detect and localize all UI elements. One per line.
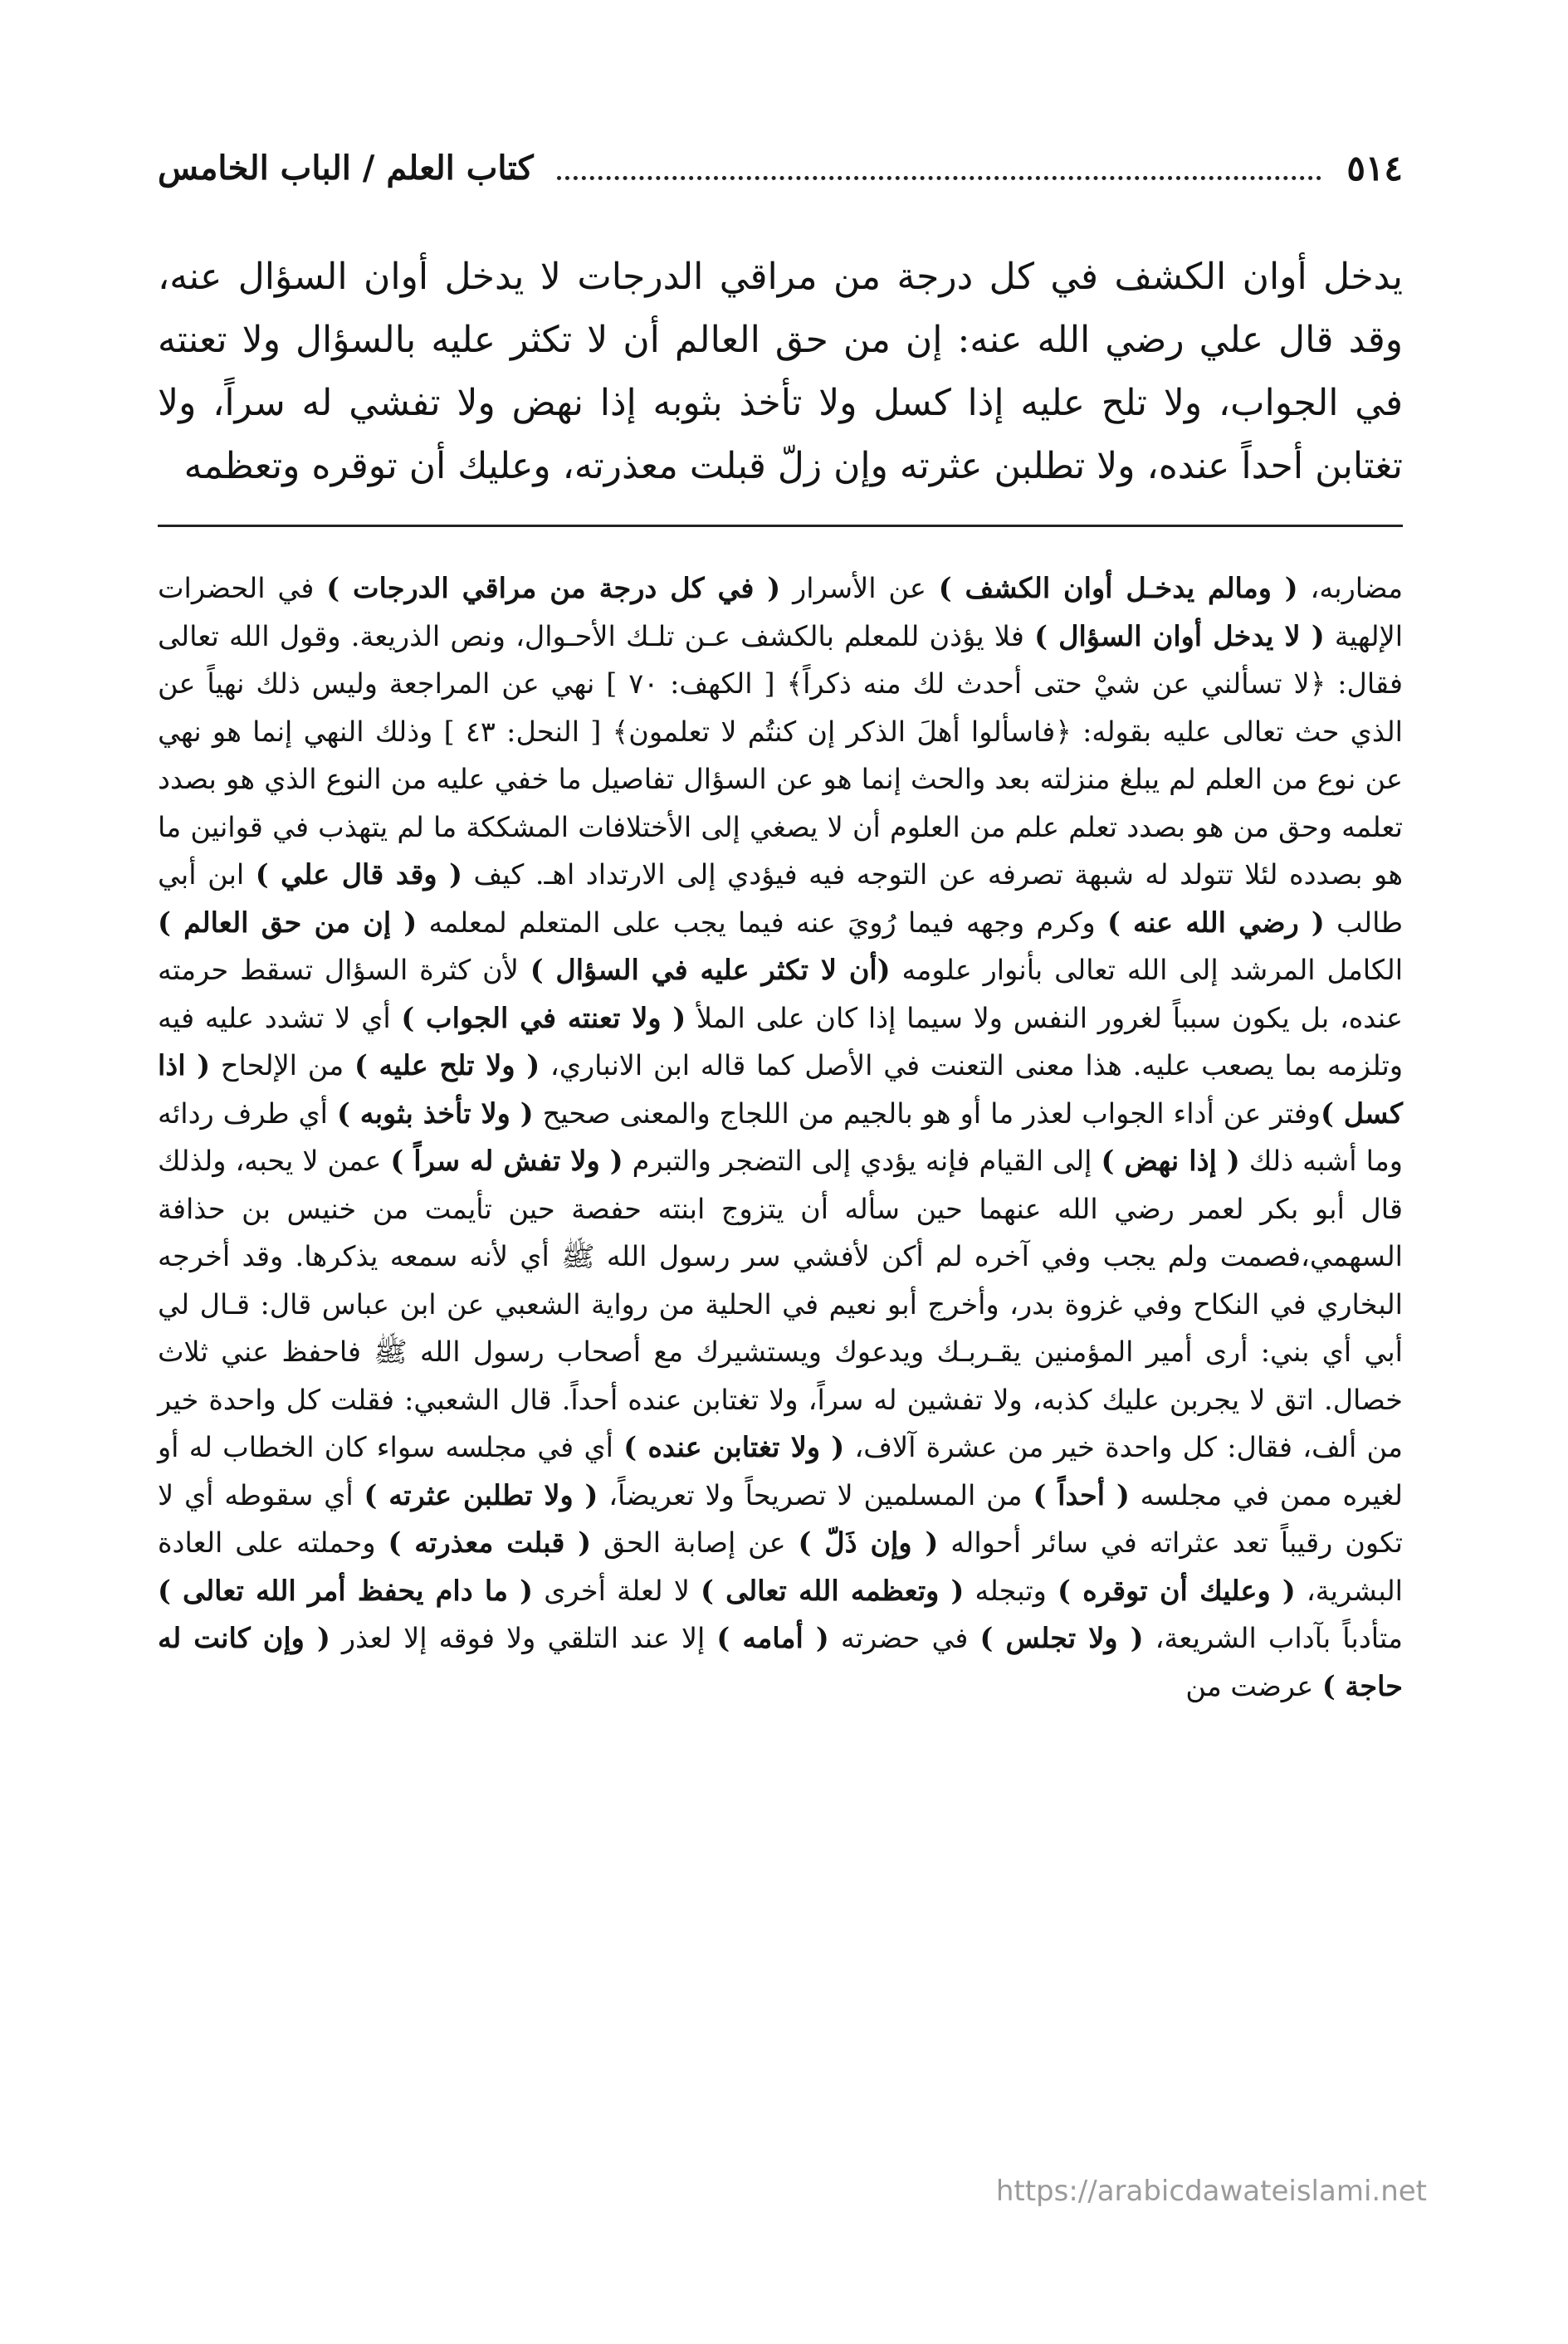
commentary-quoted-phrase: ( اذا كسل ) [158,1049,1403,1130]
commentary-quoted-phrase: ( قبلت معذرته ) [388,1526,592,1559]
commentary-quoted-phrase: ( إذا نهض ) [1101,1145,1240,1177]
commentary-segment: في حضرته [828,1622,980,1654]
commentary-segment: عن إصابة الحق [591,1526,799,1559]
commentary-quoted-phrase: ( ولا تطلبن عثرته ) [364,1478,598,1511]
commentary-quoted-phrase: ( وتعظمه الله تعالى ) [701,1574,965,1607]
commentary-segment: لأن كثرة السؤال تسقط حرمته عنده، بل يكون سبباً لغرور النفس ولا سيما إذا كان على الملأ [158,954,1403,1034]
commentary-segment: عمن لا يحبه، ولذلك قال أبو بكر لعمر رضي الله عنهما حين سأله أن يتزوج ابنته حفصة حين تأيمت من خنيس بن حذافة السهمي،فصمت ولم يجب وفي آخره لم أكن لأفشي سر رسول الله ﷺ أي لأنه سمعه يذكرها. وقد أخرجه البخاري في النكاح وفي غزوة بدر، وأخرج أبو نعيم في الحلية من رواية الشعبي عن ابن عباس قال: قـال لي أبي أي بني: أرى أمير المؤمنين يقـربـك ويدعوك ويستشيرك مع أصحاب رسول الله ﷺ فاحفظ عني ثلاث خصال. اتق لا يجربن عليك كذبه، ولا تفشين له سراً، ولا تغتابن عنده أحداً. قال الشعبي: فقلت كل واحدة خير من ألف، فقال: كل واحدة خير من عشرة آلاف، [158,1145,1404,1463]
commentary-segment: وفتر عن أداء الجواب لعذر ما أو هو بالجيم من اللجاج والمعنى صحيح [533,1096,1321,1130]
commentary-quoted-phrase: ( وإن ذَلّ ) [798,1526,939,1559]
commentary-quoted-phrase: ( أحداً ) [1033,1478,1130,1511]
header-dot-leader [557,156,1321,180]
chapter-title: كتاب العلم / الباب الخامس [158,148,534,188]
commentary-quoted-phrase: ( ولا تفش له سراً ) [390,1145,623,1177]
commentary-segment: لا لعلة أخرى [533,1574,701,1607]
commentary-segment: عن الأسرار [780,572,939,604]
commentary-segment: إلا عند التلقي ولا فوقه إلا لعذر [330,1622,717,1654]
book-page [158,0,1403,2344]
commentary-segment: وكرم وجهه فيما رُويَ عنه فيما يجب على المتعلم لمعلمه [417,906,1107,939]
commentary-segment: مضاربه، [1297,572,1404,604]
commentary-segment: في الحضرات الإلهية [158,572,1403,652]
commentary-quoted-phrase: ( ولا تجلس ) [979,1622,1144,1654]
commentary-segment: عرضت من [1185,1669,1322,1702]
commentary-segment: من المسلمين لا تصريحاً ولا تعريضاً، [598,1478,1033,1511]
commentary-segment: وتبجله [964,1574,1058,1607]
commentary-segment: فلا يؤذن للمعلم بالكشف عـن تلـك الأحـوال، ونص الذريعة. وقول الله تعالى فقال: ﴿لا تسألني عن شيْ حتى أحدث لك منه ذكراً﴾ [ الكهف: ٧٠ ] نهي عن المراجعة وليس ذلك نهياً عن الذي حث تعالى عليه بقوله: ﴿فاسألوا أهلَ الذكر إن كنتُم لا تعلمون﴾ [ النحل: ٤٣ ] وذلك النهي إنما هو نهي عن نوع من العلم لم يبلغ منزلته بعد والحث إنما هو عن السؤال تفاصيل ما خفي عليه من النوع الذي هو بصدد تعلمه وحق من هو بصدد تعلم علم من العلوم أن لا يصغي إلى الأختلافات المشككة ما لم يتهذب في قوانين ما هو بصدده لئلا تتولد له شبهة تصرفه عن التوجه فيه فيؤدي إلى الارتداد اهـ. كيف [158,619,1403,891]
commentary-quoted-phrase: (أن لا تكثر عليه في السؤال ) [530,954,891,986]
commentary-quoted-phrase: ( لا يدخل أوان السؤال ) [1034,619,1325,652]
commentary-quoted-phrase: ( وعليك أن توقره ) [1058,1574,1296,1607]
commentary-quoted-phrase: ( ولا تعنته في الجواب ) [401,1001,686,1034]
commentary-text [158,564,1403,1710]
commentary-segment: متأدباً بآداب الشريعة، [1143,1622,1404,1654]
main-text: يدخل أوان الكشف في كل درجة من مراقي الدرجات لا يدخل أوان السؤال عنه، وقد قال علي رضي الله عنه: إن من حق العالم أن لا تكثر عليه بالسؤال ولا تعنته في الجواب، ولا تلح عليه إذا كسل ولا تأخذ بثوبه إذا نهض ولا تفشي له سراً، ولا تغتابن أحداً عنده، ولا تطلبن عثرته وإن زلّ قبلت معذرته، وعليك أن توقره وتعظمه [158,256,1403,487]
commentary-segment: ابن أبي طالب [158,858,1403,939]
commentary-quoted-phrase: ( ولا تلح عليه ) [354,1049,540,1082]
running-header [158,143,1403,193]
footnote-divider [158,525,1403,527]
commentary-quoted-phrase: ( ومالم يدخـل أوان الكشف ) [938,572,1298,604]
commentary-quoted-phrase: ( ولا تغتابن عنده ) [623,1431,845,1463]
watermark-url: https://arabicdawateislami.net [995,2175,1427,2208]
commentary-segment: الكامل المرشد إلى الله تعالى بأنوار علومه [890,954,1403,986]
commentary-quoted-phrase: ( وإن كانت له حاجة ) [158,1622,1403,1702]
commentary-segment: أي في مجلسه سواء كان الخطاب له أو لغيره ممن في مجلسه [158,1431,1403,1511]
commentary-quoted-phrase: ( ما دام يحفظ أمر الله تعالى ) [158,1574,534,1607]
commentary-segment: أي لا تشدد عليه فيه وتلزمه بما يصعب عليه. هذا معنى التعنت في الأصل كما قاله ابن الانباري، [158,1001,1403,1082]
commentary-quoted-phrase: ( وقد قال علي ) [255,858,463,891]
commentary-quoted-phrase: ( أمامه ) [716,1622,829,1654]
page-number: ٥١٤ [1346,147,1403,188]
commentary-segment: وحملته على العادة البشرية، [158,1526,1403,1607]
commentary-quoted-phrase: ( إن من حق العالم ) [158,906,418,939]
commentary-segment: إلى القيام فإنه يؤدي إلى التضجر والتبرم [623,1145,1102,1177]
commentary-quoted-phrase: ( رضي الله عنه ) [1106,906,1325,939]
commentary-segment: أي سقوطه أي لا تكون رقيباً تعد عثراته في سائر أحواله [158,1478,1403,1559]
commentary-segment: من الإلحاح [210,1049,354,1082]
commentary-segment: أي طرف ردائه وما أشبه ذلك [158,1096,1403,1177]
commentary-quoted-phrase: ( في كل درجة من مراقي الدرجات ) [326,572,781,604]
commentary-quoted-phrase: ( ولا تأخذ بثوبه ) [336,1096,534,1130]
